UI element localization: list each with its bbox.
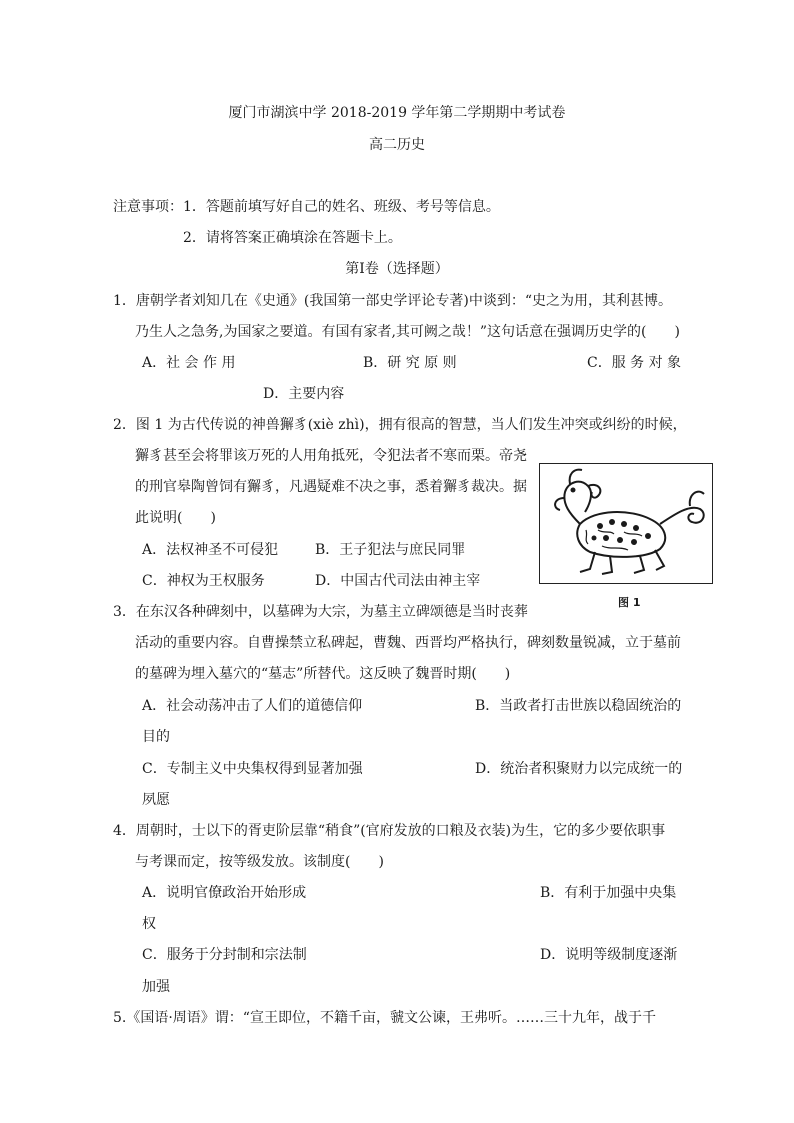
q4-option-b: B．有利于加强中央集 [540, 885, 677, 901]
q4-line-1: 4．周朝时，士以下的胥吏阶层靠“稍食”(官府发放的口粮及衣装)为生，它的多少要依职事 [113, 823, 666, 839]
q2-option-d: D．中国古代司法由神主宰 [315, 573, 481, 589]
xiezhi-figure [539, 463, 713, 584]
q3-option-d-continued: 夙愿 [142, 792, 170, 808]
q3-line-3: 的墓碑为埋入墓穴的“墓志”所替代。这反映了魏晋时期( ) [135, 666, 511, 682]
q3-option-b: B．当政者打击世族以稳固统治的 [475, 698, 682, 714]
notice-line-2: 2．请将答案正确填涂在答题卡上。 [183, 230, 402, 246]
xiezhi-beast-illustration [540, 464, 712, 583]
q2-line-4: 此说明( ) [135, 510, 216, 526]
q2-line-3: 的刑官皋陶曾饲有獬豸，凡遇疑难不决之事，悉着獬豸裁决。据 [135, 479, 527, 495]
q4-line-2: 与考课而定，按等级发放。该制度( ) [135, 854, 384, 870]
q2-option-a: A．法权神圣不可侵犯 [142, 542, 279, 558]
q4-option-d: D．说明等级制度逐渐 [540, 947, 678, 963]
q3-option-a: A．社会动荡冲击了人们的道德信仰 [142, 698, 363, 714]
q2-option-b: B．王子犯法与庶民同罪 [315, 542, 466, 558]
section-title: 第Ⅰ卷（选择题） [345, 261, 449, 277]
q3-line-2: 活动的重要内容。自曹操禁立私碑起，曹魏、西晋均严格执行，碑刻数量锐减，立于墓前 [135, 635, 681, 651]
q1-option-d: D．主要内容 [263, 386, 345, 402]
q3-line-1: 3．在东汉各种碑刻中，以墓碑为大宗，为墓主立碑颂德是当时丧葬 [113, 604, 528, 620]
q3-option-d: D．统治者积聚财力以完成统一的 [475, 761, 683, 777]
q2-line-2: 獬豸甚至会将罪该万死的人用角抵死，令犯法者不寒而栗。帝尧 [135, 448, 527, 464]
q4-option-b-continued: 权 [142, 916, 156, 932]
q1-option-a: A．社 会 作 用 [142, 355, 236, 371]
q5-line-1: 5.《国语·周语》谓：“宣王即位，不籍千亩，虢文公谏，王弗听。……三十九年，战于千 [113, 1010, 656, 1026]
notice-line-1: 注意事项：1．答题前填写好自己的姓名、班级、考号等信息。 [113, 199, 500, 215]
figure-caption: 图 1 [618, 596, 641, 609]
exam-subtitle: 高二历史 [369, 137, 425, 153]
q1-option-b: B．研 究 原 则 [363, 355, 457, 371]
exam-title: 厦门市湖滨中学 2018-2019 学年第二学期期中考试卷 [228, 105, 566, 121]
q3-option-c: C．专制主义中央集权得到显著加强 [142, 761, 363, 777]
q2-option-c: C．神权为王权服务 [142, 573, 265, 589]
q1-line-2: 乃生人之急务,为国家之要道。有国有家者,其可阙之哉！”这句话意在强调历史学的( ) [135, 324, 680, 340]
q4-option-d-continued: 加强 [142, 979, 170, 995]
q2-line-1: 2．图 1 为古代传说的神兽獬豸(xiè zhì)，拥有很高的智慧，当人们发生冲突或纠纷的时候， [113, 417, 687, 433]
q4-option-c: C．服务于分封制和宗法制 [142, 947, 307, 963]
q4-option-a: A．说明官僚政治开始形成 [142, 885, 307, 901]
q1-option-c: C．服 务 对 象 [587, 355, 682, 371]
q1-line-1: 1．唐朝学者刘知几在《史通》(我国第一部史学评论专著)中谈到：“史之为用，其利甚博。 [113, 293, 672, 309]
q3-option-b-continued: 目的 [142, 729, 170, 745]
